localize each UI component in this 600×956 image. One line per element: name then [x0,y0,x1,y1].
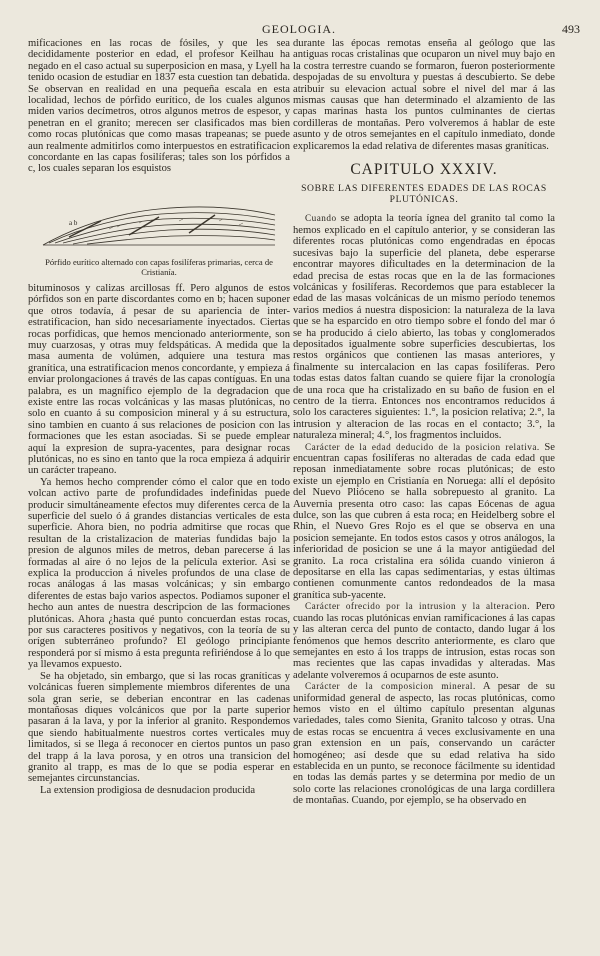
paragraph-body: se adopta la teoría ígnea del granito tal como la hemos explicado en el capítulo anterior, y se consideran las diferentes rocas plutónicas como engendradas en épocas sucesivas bajo la superficie del planeta, debe esperarse encontrar mayores dificultades en la determinacion de la edad precisa de estas rocas que en la de las formaciones volcánicas y fosilíferas. Recordemos que para establecer la edad de las masas volcánicas de un mismo período tenemos varios medios á nuestra disposicion: la naturaleza de la lava que se ha esparcido en otro tiempo sobre el fondo del mar ó se ha producido á cielo abierto, las tobas y conglomerados depositados igualmente sobre superficies descubiertas, los restos orgánicos que contienen las masas anteriores, y finalmente su intercalacion en las capas fosilíferas. Pero todas estas datos faltan cuando se quiere fijar la cronología de una roca que ha cristalizado en su baño de fusion en el centro de la tierra. Entonces nos encontramos reducidos á solo los caracteres siguientes: 1.°, la posicion relativa; 2.°, la intrusion y alteracion de las rocas en el contacto; 3.°, la naturaleza mineral; 4.°, los fragmentos incluidos. [293,213,555,442]
paragraph-body: Pero cuando las rocas plutónicas envian ramificaciones á las capas y las alteran cerca del punto de contacto, dando lugar á los fenómenos que hemos descrito anteriormente, es claro que semejantes en esto á los trapps de intrusion, estas rocas son mas recientes que las capas invadidas y alteradas. Mas adelante volveremos á ocuparnos de este asunto. [293,601,555,681]
section-heading: Carácter ofrecido por la intrusion y la alteracion. [305,601,530,612]
section-heading: Carácter de la edad deducido de la posicion relativa. [305,441,540,452]
paragraph [293,681,555,806]
lead-word: Cuando [305,213,337,224]
paragraph: durante las épocas remotas enseña al geólogo que las antiguas rocas cristalinas que ocuparon un nivel muy bajo en la costra terrestre cuando se formaron, fueron posteriormente despojadas de su envoltura y puestas á descubierto. Se debe atribuir su elevacion actual sobre el nivel del mar á las mismas causas que han determinado el alzamiento de las capas marinas hasta los puntos culminantes de ciertas cordilleras de montañas. Pero volveremos á hablar de este asunto y de otros semejantes en el capítulo inmediato, donde explicaremos la edad relativa de diferentes masas graníticas. [293,38,555,152]
paragraph: La extension prodigiosa de desnudacion producida [40,784,256,796]
paragraph: bituminosos y calizas arcillosas ff. Pero algunos de estos pórfidos son en parte discordantes como en b; hacen suponer que otros todavía, á pesar de su apariencia de inter-estratificacion, han sido necesariamente inyectados. Ciertas rocas porfídicas, que hemos mencionado anteriormente, son muy cuarzosas, y otras muy feldspáticas. A medida que la masa aumenta de volúmen, adquiere una testura mas granítica, una estratificacion menos concordante, y empieza á enviar prolongaciones á través de las capas contíguas. En una palabra, es un magnífico ejemplo de la degradacion que existe entre las rocas volcánicas y las masas plutónicas, no solo en cuanto á su composicion mineral y á su estructura, sino tambien en cuanto á sus relaciones de posicion con las formaciones que les estan asociadas. Si se puede emplear aquí la expresion de supra-yacentes, para designar rocas plutónicas, no es sino en tanto que la roca empieza á adquirir un carácter trapeano. [28,282,290,477]
running-title: GEOLOGIA. [262,22,336,36]
paragraph: Se ha objetado, sin embargo, que si las rocas graníticas y volcánicas fueren simplemente miembros diferentes de una sola gran serie, se deberian encontrar en las cadenas montañosas diques volcánicos que por la parte superior pasaran á la lava, y por la inferior al granito. Respondemos que siendo habitualmente nuestros cortes verticales muy limitados, si se llega á reconocer en ciertos puntos un paso del trapp á la lava porosa, y en otros una transicion del granito al trapp, es mas de lo que se podia esperar en semejantes circunstancias. [28,670,290,785]
figure-label: a b [69,218,78,227]
paragraph [293,601,555,681]
paragraph [293,213,555,441]
page-number: 493 [562,22,580,36]
left-column [28,38,290,796]
paragraph: Ya hemos hecho comprender cómo el calor que en todo volcan activo parte de profundidades indefinidas puede producir simultáneamente efectos muy diferentes cerca de la superficie del suelo ó á grandes distancias verticales de esta superficie. Ahora bien, no podria admitirse que rocas que resultan de la cristalizacion de materias fundidas bajo la presion de algunos miles de metros, deban parecerse á las formadas al aire ó no lejos de la película exterior. Asi se explica la produccion á niveles profundos de una clase de rocas análogas á las masas volcánicas; y sin embargo diferentes de estas bajo varios aspectos. Podiamos suponer el hecho aun antes de nuestra descripcion de las formaciones plutónicas. Ahora ¿hasta qué punto concuerdan estas rocas, por sus caracteres positivos y negativos, con la teoría de su orígen subterráneo profundo? El geólogo principiante responderá por sí mismo á esta pregunta refiriéndose á lo que ya llevamos expuesto. [28,476,290,671]
geological-section-figure [28,185,290,253]
paragraph [293,442,555,602]
paragraph: mificaciones en las rocas de fósiles, y que les sea decididamente posterior en edad, el profesor Keilhau ha negado en el caso actual su superposicion en masa, y Lyell ha tenido ocasion de estudiar en 1837 esta cuestion tan debatida. Se observan en realidad en una pequeña escala en esta localidad, lechos de pórfido eurítico, de los cuales algunos miden varios decímetros, otros algunos metros de espesor, y penetran en el granito; merecen ser clasificados mas bien como rocas plutónicas que como masas trapeanas; se puede aun realmente admitirlos como interpuestos en estratificacion concordante en las capas fosilíferas; tales son los pórfidos a c, los cuales separan los esquistos [28,38,290,175]
figure-caption: Pórfido eurítico alternado con capas fosilíferas primarias, cerca de Cristianía. [45,256,273,277]
chapter-subtitle: SOBRE LAS DIFERENTES EDADES DE LAS ROCAS PLUTÓNICAS. [301,183,547,206]
chapter-title: CAPITULO XXXIV. [350,161,498,179]
paragraph-body: Se encuentran capas fosilíferas no alteradas de cada edad que reposan inmediatamente sobre rocas plutónicas; de esto existe un ejemplo en Cristianía en Noruega: allí el depósito del Nuevo Plióceno se halla sobrepuesto al granito. La Auvernia presenta otro caso: las capas Eócenas de agua dulce, son las que cubren á esta roca; en Heidelberg sobre el Rhin, el Nuevo Gres Rojo es el que se observa en una posicion semejante. En todos estos casos y otros análogos, la inferioridad de posicion se une á la mayor antigüedad del granito. La roca cristalina era sólida cuando vinieron á depositarse en ella las capas sedimentarias, y estas últimas contienen comunmente cantos redondeados de la masa granítica sub-yacente. [293,441,555,601]
right-column [293,38,555,807]
section-heading: Carácter de la composicion mineral. [305,681,476,692]
strata-illustration [39,185,279,249]
paragraph-body: A pesar de su uniformidad general de aspecto, las rocas plutónicas, como hemos visto en el último capítulo presentan algunas variedades, tales como Sienita, Granito talcoso y otras. Una de estas rocas se encuentra á veces exclusivamente en una gran extension en un país, conservando un carácter homogéneo; así desde que su edad relativa ha sido establecida en un punto, se reconoce fácilmente su identidad en todas las demás partes y se determina por medio de un solo corte las relaciones cronológicas de una larga cordillera de montañas. Cuando, por ejemplo, se ha observado en [293,681,555,807]
